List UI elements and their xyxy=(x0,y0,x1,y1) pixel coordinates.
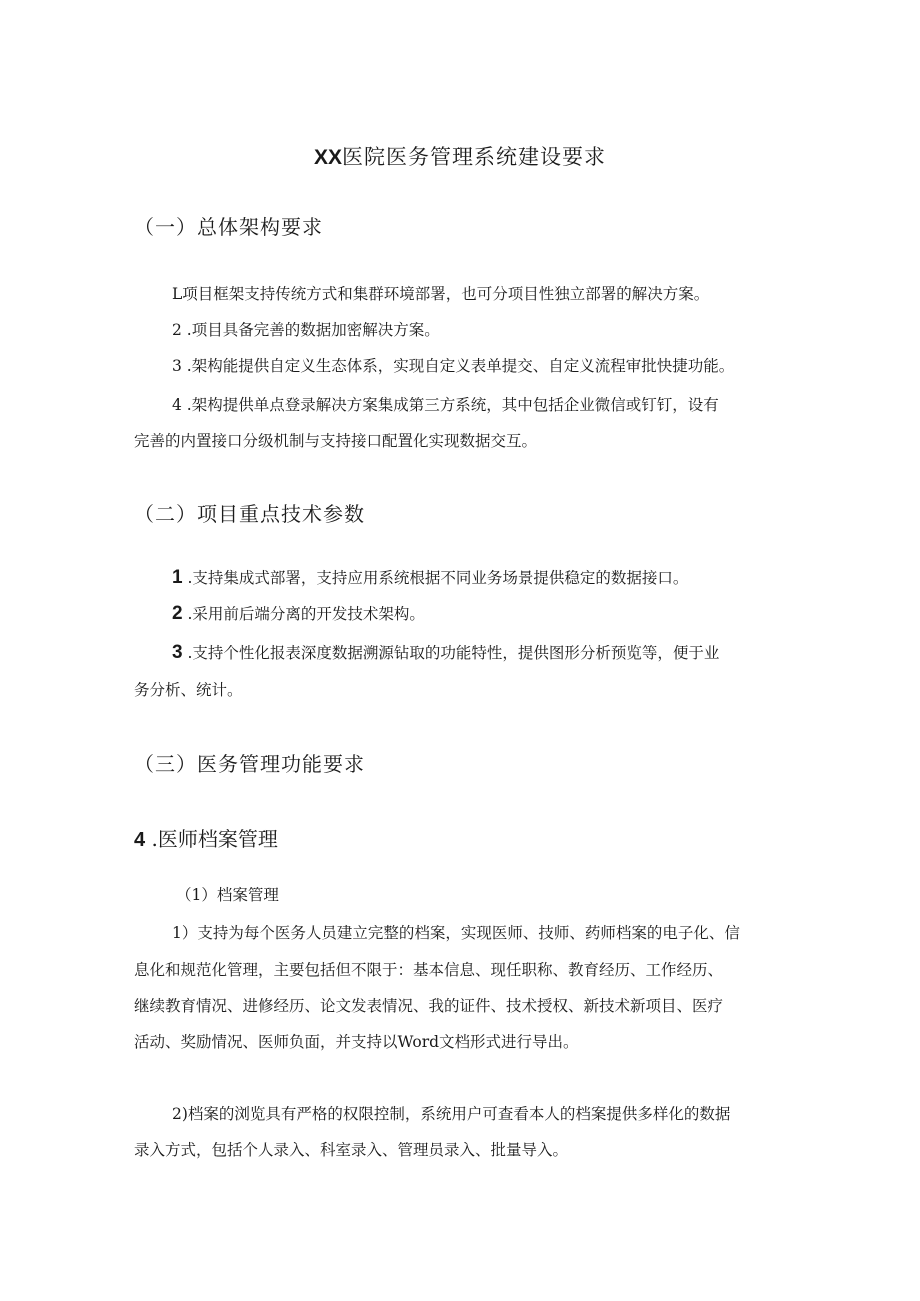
section1-heading: （一）总体架构要求 xyxy=(134,215,323,239)
section2-item-3 xyxy=(172,642,719,664)
section2-item-3-num: 3 xyxy=(172,642,183,663)
section2-heading: （二）项目重点技术参数 xyxy=(134,502,365,526)
subsection-title: .医师档案管理 xyxy=(145,827,278,851)
section1-item-3: 3 .架构能提供自定义生态体系，实现自定义表单提交、自定义流程审批快捷功能。 xyxy=(172,357,735,375)
section1-item-4-cont: 完善的内置接口分级机制与支持接口配置化实现数据交互。 xyxy=(134,432,538,450)
p2-line-1: 2)档案的浏览具有严格的权限控制，系统用户可查看本人的档案提供多样化的数据 xyxy=(172,1105,731,1123)
subsection-heading xyxy=(134,825,278,854)
section2-item-1-text: .支持集成式部署，支持应用系统根据不同业务场景提供稳定的数据接口。 xyxy=(182,569,689,587)
section1-item-4: 4 .架构提供单点登录解决方案集成第三方系统，其中包括企业微信或钉钉，设有 xyxy=(172,396,719,414)
title-text: 医院医务管理系统建设要求 xyxy=(342,145,606,169)
section3-heading: （三）医务管理功能要求 xyxy=(134,752,365,776)
subsection-num: 4 xyxy=(134,829,146,851)
p1-line-4: 活动、奖励情况、医师负面，并支持以Word文档形式进行导出。 xyxy=(134,1033,579,1051)
section2-item-2-num: 2 xyxy=(172,603,183,624)
section2-item-1 xyxy=(172,567,688,589)
document-title xyxy=(0,143,920,172)
section1-item-2: 2 .项目具备完善的数据加密解决方案。 xyxy=(172,321,440,339)
section2-item-2-text: .采用前后端分离的开发技术架构。 xyxy=(182,605,425,623)
section2-item-3-cont: 务分析、统计。 xyxy=(134,681,243,699)
section2-item-3-text: .支持个性化报表深度数据溯源钻取的功能特性，提供图形分析预览等，便于业 xyxy=(182,644,720,662)
sub-sub-heading: （1）档案管理 xyxy=(176,886,279,904)
p1-line-3: 继续教育情况、进修经历、论文发表情况、我的证件、技术授权、新技术新项目、医疗 xyxy=(134,997,724,1015)
p1-line-1: 1）支持为每个医务人员建立完整的档案，实现医师、技师、药师档案的电子化、信 xyxy=(172,924,740,942)
section2-item-1-num: 1 xyxy=(172,567,183,588)
p2-line-2: 录入方式，包括个人录入、科室录入、管理员录入、批量导入。 xyxy=(134,1141,569,1159)
p1-line-2: 息化和规范化管理，主要包括但不限于：基本信息、现任职称、教育经历、工作经历、 xyxy=(134,961,724,979)
title-prefix: XX xyxy=(313,146,342,169)
section1-item-1: L项目框架支持传统方式和集群环境部署，也可分项目性独立部署的解决方案。 xyxy=(172,285,710,303)
section2-item-2 xyxy=(172,603,425,625)
